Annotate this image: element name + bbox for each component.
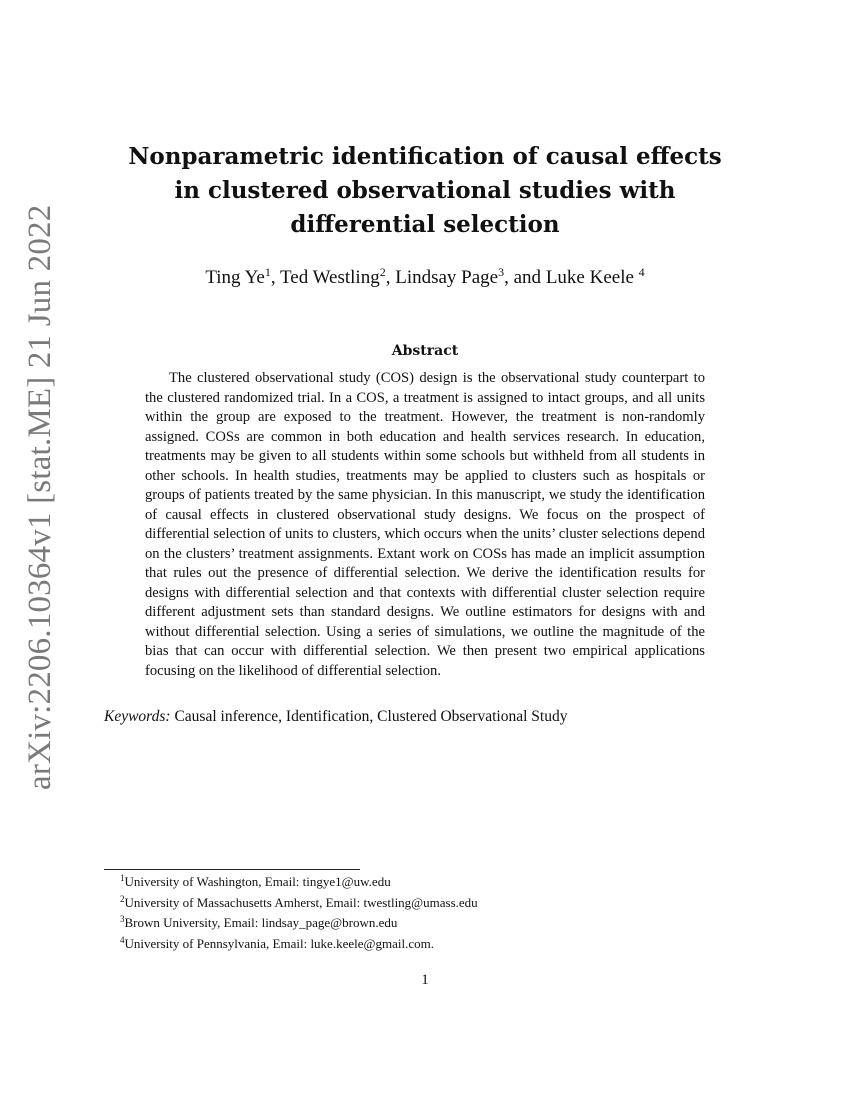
footnote-item xyxy=(120,934,720,955)
footnote-item xyxy=(120,893,720,914)
affiliation-mark: 4 xyxy=(638,265,645,279)
affiliation-mark: 3 xyxy=(498,265,505,279)
page-number: 1 xyxy=(421,972,429,988)
abstract-heading: Abstract xyxy=(391,343,459,359)
footnote-mark: 1 xyxy=(120,873,125,883)
footnote-mark: 2 xyxy=(120,893,125,904)
keywords-text: Causal inference, Identification, Clustered Observational Study xyxy=(170,708,568,725)
footnote-mark: 3 xyxy=(120,914,125,924)
abstract-body: The clustered observational study (COS) design is the observational study counterpart to the clustered randomized trial. In a COS, a treatment is assigned to intact groups, and all units within the group are exposed to the treatment. However, the treatment is non-randomly assigned. COSs are common in both education and health services research. In education, treatments may be given to all students within some schools but withheld from all students in other schools. In health studies, treatments may be applied to clusters such as hospitals or groups of patients treated by the same physician. In this manuscript, we study the identification of causal effects in clustered observational study designs. We focus on the prospect of differential selection of units to clusters, which occurs when the units’ cluster selections depend on the clusters’ treatment assignments. Extant work on COSs has made an implicit assumption that rules out the presence of differential selection. We derive the identification results for designs with differential selection and that contexts with differential cluster selection require different adjustment sets than standard designs. We outline estimators for designs with and without differential selection. Using a series of simulations, we outline the magnitude of the bias that can occur with differential selection. We then present two empirical applications focusing on the likelihood of differential selection. xyxy=(145,370,705,679)
footnotes xyxy=(120,872,720,954)
footnote-item xyxy=(120,913,720,934)
footnote-text: University of Pennsylvania, Email: luke.keele@gmail.com. xyxy=(124,935,434,951)
footnote-divider xyxy=(104,869,360,870)
author-name: Ted Westling xyxy=(280,267,380,288)
author-separator: , xyxy=(385,267,396,288)
author-name: Luke Keele xyxy=(545,267,639,288)
keywords-line xyxy=(104,707,744,727)
author-separator: , and xyxy=(504,267,546,288)
footnote-item xyxy=(120,872,720,893)
author-list xyxy=(100,266,750,290)
footnote-text: University of Washington, Email: tingye1@uw.edu xyxy=(124,874,391,889)
footnote-text: University of Massachusetts Amherst, Email: twestling@umass.edu xyxy=(124,894,478,910)
author-name: Ting Ye xyxy=(205,267,265,288)
author-name: Lindsay Page xyxy=(395,267,499,288)
arxiv-identifier-stamp: arXiv:2206.10364v1 [stat.ME] 21 Jun 2022 xyxy=(22,204,58,790)
paper-title: Nonparametric identification of causal effects in clustered observational studies with differential selection xyxy=(128,143,722,238)
author-separator: , xyxy=(270,267,281,288)
affiliation-mark: 2 xyxy=(379,265,386,279)
keywords-label: Keywords: xyxy=(104,708,171,725)
affiliation-mark: 1 xyxy=(264,265,271,279)
footnote-mark: 4 xyxy=(120,934,125,945)
footnote-text: Brown University, Email: lindsay_page@brown.edu xyxy=(124,915,398,930)
